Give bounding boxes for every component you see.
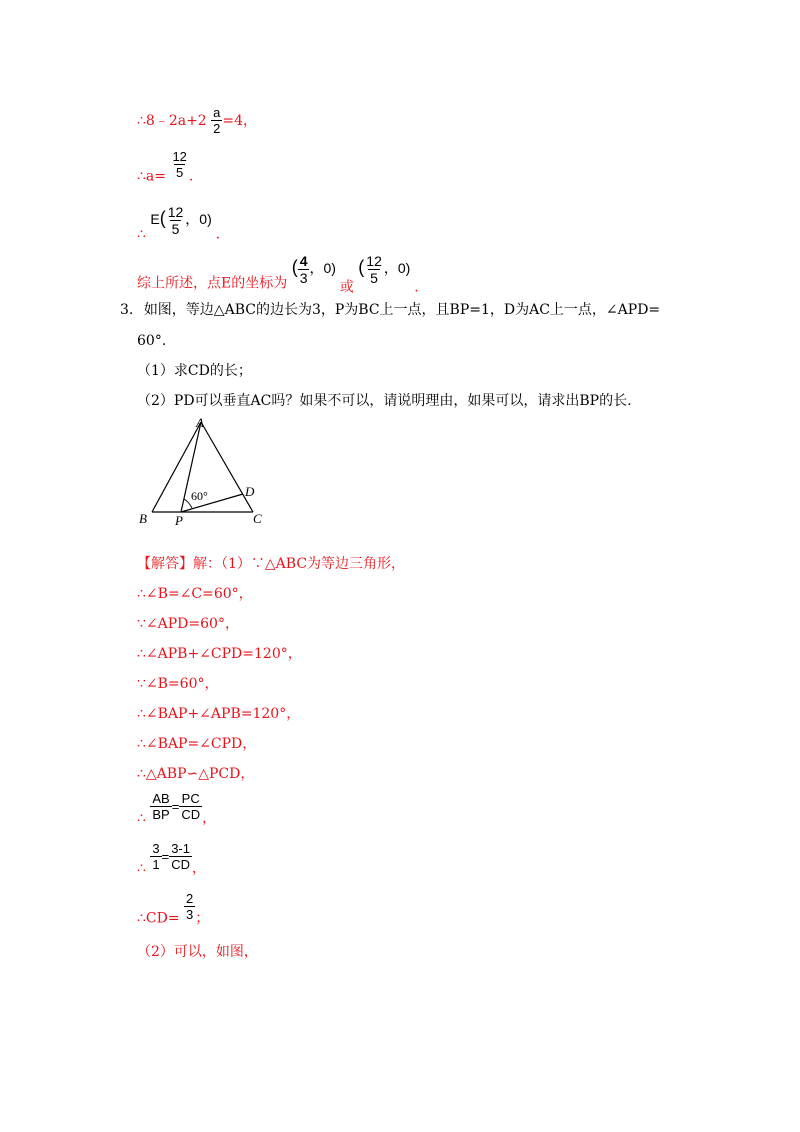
l9-fraction-2 — [169, 842, 192, 871]
eq3-suffix: . — [215, 226, 221, 243]
problem-number: 3. — [120, 302, 134, 318]
solution-line-6: ∴∠BAP=∠CPD， — [137, 736, 257, 752]
l8-f1-den: BP — [152, 806, 170, 822]
l10-suffix: ； — [195, 910, 210, 927]
label-C: C — [253, 511, 262, 526]
summary-p1-fraction — [298, 254, 310, 285]
question-1: （1）求CD的长； — [137, 363, 252, 379]
summary-text: 综上所述，点E的坐标为 — [137, 275, 288, 292]
solution-line-8 — [137, 792, 216, 826]
summary-p2-open: ( — [358, 257, 365, 278]
eq2-suffix: . — [188, 168, 194, 185]
eq1-frac-den: 2 — [213, 120, 221, 136]
l8-f2-num: PC — [181, 791, 200, 806]
solution-line-1: ∴∠B=∠C=60°， — [137, 586, 253, 602]
triangle-figure — [135, 416, 275, 531]
eq1-fraction — [211, 106, 222, 135]
eq3-fraction — [166, 205, 186, 236]
question-2: （2）PD可以垂直AC吗？如果不可以，请说明理由，如果可以，请求出BP的长. — [137, 393, 632, 409]
summary-or: 或 — [339, 279, 354, 296]
l9-f2-num: 3-1 — [171, 841, 190, 856]
solution-line-3: ∴∠APB+∠CPD=120°， — [137, 646, 302, 662]
summary-p2-num: 12 — [366, 253, 382, 269]
label-B: B — [139, 511, 147, 526]
summary-p2-tail: ，0) — [383, 260, 411, 277]
solution-line-4: ∵∠B=60°， — [137, 676, 219, 692]
l10-num: 2 — [186, 891, 194, 906]
l8-equals: = — [171, 799, 180, 815]
summary-p2-den: 5 — [370, 269, 378, 286]
solution-intro-line — [137, 557, 405, 571]
eq2-frac-den: 5 — [176, 164, 184, 180]
prev-summary — [137, 254, 419, 294]
eq3-frac-den: 5 — [171, 220, 180, 237]
l10-prefix: ∴CD= — [137, 910, 180, 927]
eq1-suffix: =4， — [222, 113, 258, 129]
prev-equation-1 — [137, 104, 257, 135]
prev-equation-3 — [137, 205, 220, 241]
eq3-prefix: ∴ — [137, 226, 146, 243]
eq1-prefix: ∴8﹣2a+2 — [137, 113, 207, 129]
problem-statement-line-1 — [120, 303, 660, 317]
l8-suffix: ， — [202, 810, 217, 827]
eq2-fraction — [170, 150, 188, 179]
summary-p1-num: 4 — [299, 253, 308, 269]
l8-f2-den: CD — [181, 806, 201, 822]
l10-fraction — [184, 892, 195, 921]
solution-intro: 解：（1）∵△ABC为等边三角形， — [193, 556, 406, 572]
eq3-frac-num: 12 — [167, 204, 184, 220]
l8-prefix: ∴ — [137, 810, 146, 827]
summary-p1-den: 3 — [299, 269, 308, 286]
summary-p1-open: ( — [291, 257, 298, 278]
l8-fraction-1 — [150, 792, 171, 821]
eq2-frac-num: 12 — [172, 149, 187, 164]
solution-line-7: ∴△ABP∽△PCD， — [137, 766, 255, 782]
eq3-tail: ，0) — [185, 211, 212, 228]
solution-line-9 — [137, 842, 206, 876]
label-D: D — [245, 484, 255, 499]
l8-fraction-2 — [179, 792, 202, 821]
solution-part-2: （2）可以，如图， — [137, 944, 258, 960]
summary-end: . — [414, 279, 419, 296]
eq3-point — [150, 204, 215, 237]
l9-suffix: ， — [192, 860, 206, 877]
solution-line-5: ∴∠BAP+∠APB=120°， — [137, 706, 301, 722]
problem-statement-line-2: 60°. — [137, 333, 167, 349]
angle-label: 60° — [191, 489, 208, 503]
eq3-E: E — [150, 211, 160, 228]
solution-line-10 — [137, 892, 209, 926]
solution-line-2: ∵∠APD=60°， — [137, 616, 239, 632]
prev-equation-2 — [137, 150, 193, 184]
problem-statement-text-1: 如图，等边△ABC的边长为3，P为BC上一点，且BP=1，D为AC上一点，∠APD= — [143, 302, 661, 318]
l9-f2-den: CD — [171, 856, 190, 872]
l9-prefix: ∴ — [137, 860, 146, 877]
solution-header: 【解答】 — [137, 556, 193, 572]
label-P: P — [175, 513, 183, 528]
summary-p1-tail: ，0) — [309, 260, 336, 277]
l9-fraction-1 — [150, 842, 161, 871]
l10-den: 3 — [186, 906, 194, 922]
eq3-open: ( — [159, 208, 166, 229]
l9-f1-num: 3 — [152, 841, 160, 856]
summary-p2-fraction — [364, 254, 384, 285]
eq1-frac-num: a — [213, 105, 221, 120]
label-A: A — [196, 416, 204, 430]
l8-f1-num: AB — [152, 791, 170, 806]
summary-point-1 — [291, 253, 340, 286]
l9-equals: = — [161, 849, 170, 865]
summary-point-2 — [358, 253, 414, 286]
eq2-prefix: ∴a= — [137, 168, 166, 185]
l9-f1-den: 1 — [152, 856, 160, 872]
